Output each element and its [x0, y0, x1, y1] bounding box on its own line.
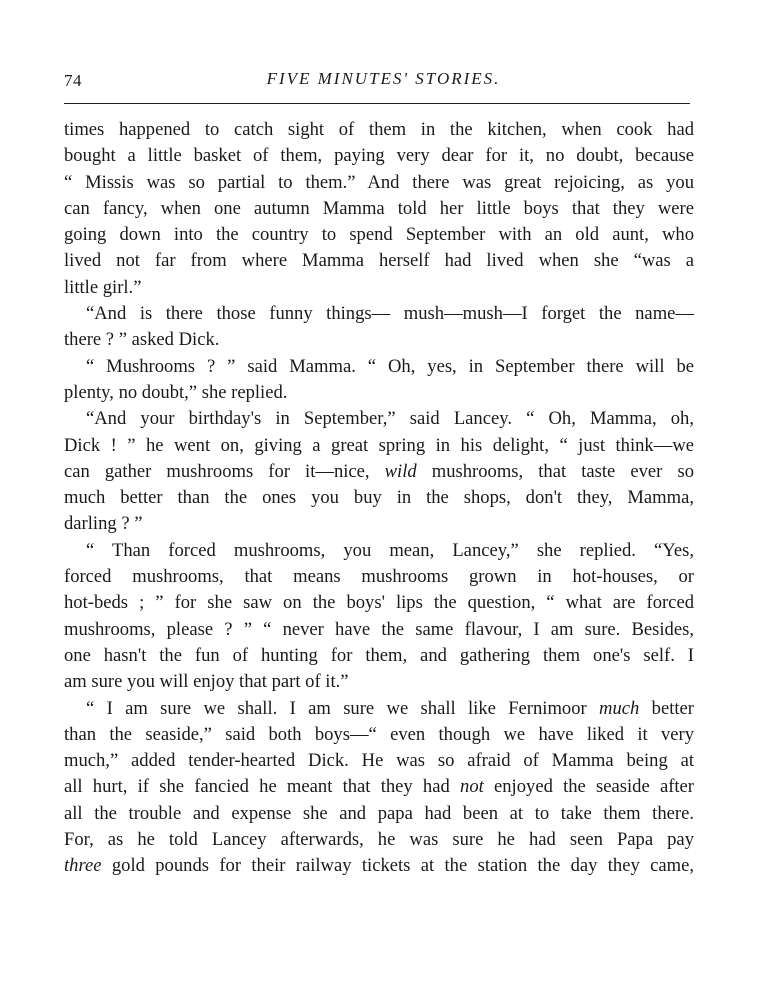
line-text-continued: enjoyed the seaside after [483, 776, 695, 798]
text-line [64, 827, 694, 853]
text-line [64, 433, 694, 459]
line-text: “ Mushrooms ? ” said Mamma. “ Oh, yes, in September there will be [86, 355, 694, 377]
text-line [64, 117, 694, 143]
text-line [64, 222, 694, 248]
text-line [64, 485, 694, 511]
text-line [64, 275, 694, 301]
line-text: going down into the country to spend September with an old aunt, who [64, 224, 694, 246]
text-line [64, 590, 694, 616]
italic-word: much [599, 697, 640, 719]
line-text: mushrooms, please ? ” “ never have the same flavour, I am sure. Besides, [64, 618, 694, 640]
text-line [64, 170, 694, 196]
text-line [64, 301, 694, 327]
line-text-continued: gold pounds for their railway tickets at the station the day they came, [101, 855, 694, 877]
text-line [64, 669, 694, 695]
text-line [64, 538, 694, 564]
line-text: much,” added tender-hearted Dick. He was so afraid of Mamma being at [64, 750, 694, 772]
line-text: darling ? ” [64, 513, 143, 535]
line-text: am sure you will enjoy that part of it.” [64, 671, 349, 693]
line-text: “ I am sure we shall. I am sure we shall like Fernimoor [86, 697, 600, 719]
text-line [64, 327, 694, 353]
text-line [64, 564, 694, 590]
text-line [64, 801, 694, 827]
text-line [64, 143, 694, 169]
line-text: “And your birthday's in September,” said Lancey. “ Oh, Mamma, oh, [86, 408, 694, 430]
body-text [64, 117, 694, 880]
text-line [64, 354, 694, 380]
line-text: all hurt, if she fancied he meant that they had [64, 776, 461, 798]
line-text: plenty, no doubt,” she replied. [64, 381, 288, 403]
line-text: all the trouble and expense she and papa had been at to take them there. [64, 802, 694, 824]
text-line [64, 853, 694, 879]
line-text: little girl.” [64, 276, 142, 298]
line-text: “And is there those funny things— mush—mush—I forget the name— [86, 303, 694, 325]
header-rule [64, 103, 690, 104]
line-text: one hasn't the fun of hunting for them, and gathering them one's self. I [64, 644, 694, 666]
line-text: times happened to catch sight of them in the kitchen, when cook had [64, 119, 694, 140]
running-title: FIVE MINUTES' STORIES. [266, 69, 501, 88]
line-text: “ Than forced mushrooms, you mean, Lancey,” she replied. “Yes, [86, 539, 694, 561]
text-line [64, 196, 694, 222]
text-line [64, 511, 694, 537]
line-text: For, as he told Lancey afterwards, he was sure he had seen Papa pay [64, 829, 694, 851]
line-text: can gather mushrooms for it—nice, [64, 460, 385, 482]
text-line [64, 459, 694, 485]
italic-word: three [64, 855, 102, 877]
line-text-continued: better [639, 697, 694, 719]
text-line [64, 696, 694, 722]
text-line [64, 380, 694, 406]
text-line [64, 248, 694, 274]
text-line [64, 774, 694, 800]
text-line [64, 722, 694, 748]
line-text: lived not far from where Mamma herself had lived when she “was a [64, 250, 694, 272]
text-line [64, 406, 694, 432]
italic-word: wild [384, 460, 417, 482]
italic-word: not [460, 776, 484, 798]
line-text: bought a little basket of them, paying very dear for it, no doubt, because [64, 145, 694, 167]
line-text: hot-beds ; ” for she saw on the boys' lips the question, “ what are forced [64, 592, 694, 614]
line-text-continued: mushrooms, that taste ever so [416, 460, 694, 482]
line-text: there ? ” asked Dick. [64, 329, 220, 351]
line-text: Dick ! ” he went on, giving a great spring in his delight, “ just think—we [64, 434, 694, 456]
line-text: much better than the ones you buy in the shops, don't they, Mamma, [64, 487, 694, 509]
text-line [64, 617, 694, 643]
text-line [64, 748, 694, 774]
line-text: can fancy, when one autumn Mamma told her little boys that they were [64, 197, 694, 219]
page-number: 74 [64, 71, 82, 90]
line-text: forced mushrooms, that means mushrooms grown in hot-houses, or [64, 566, 694, 588]
line-text: “ Missis was so partial to them.” And there was great rejoicing, as you [64, 171, 694, 193]
text-line [64, 643, 694, 669]
line-text: than the seaside,” said both boys—“ even though we have liked it very [64, 723, 694, 745]
